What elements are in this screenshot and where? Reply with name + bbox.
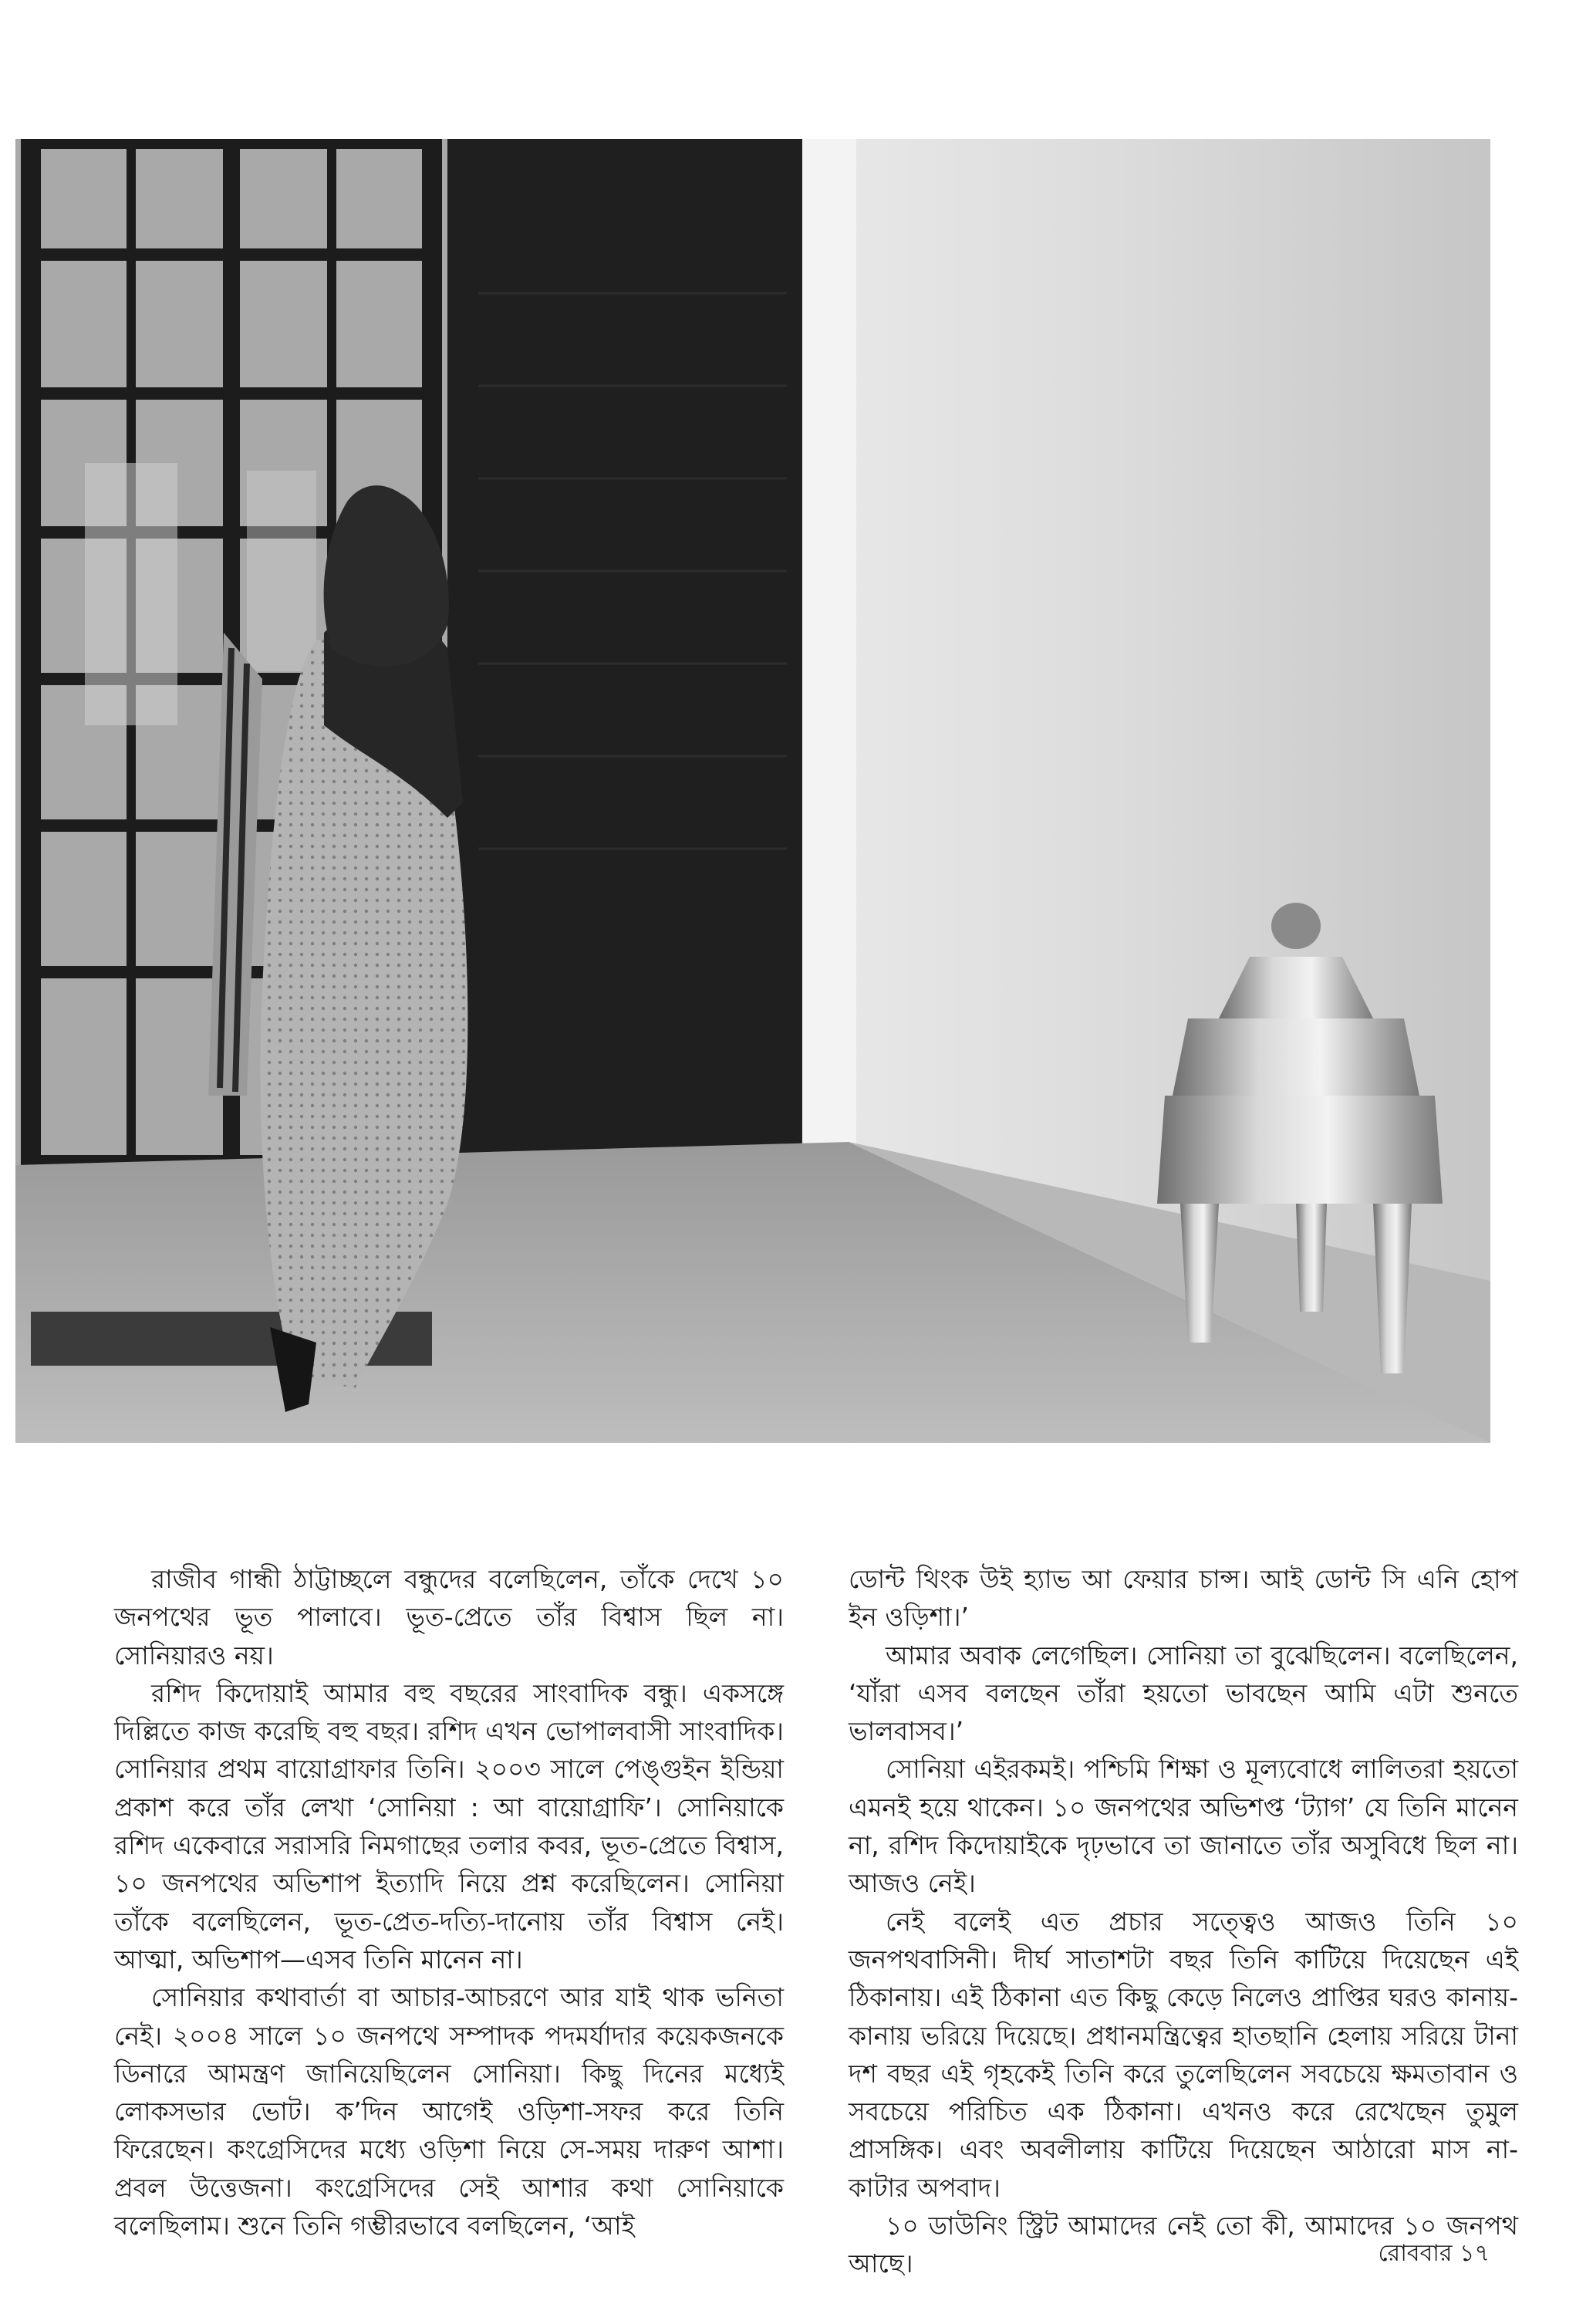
article-paragraph: সোনিয়া এইরকমই। পশ্চিমি শিক্ষা ও মূল্যবোধে লালিতরা হয়তো এমনই হয়ে থাকেন। ১০ জনপথের অভিশপ্ত ‘ট্যাগ’ যে তিনি মানেন না, রশিদ কিদোয়াইকে দৃঢ়ভাবে তা জানাতে তাঁর অসুবিধে ছিল না। আজও নেই। bbox=[849, 1754, 1518, 1899]
article-paragraph: রাজীব গান্ধী ঠাট্টাচ্ছলে বন্ধুদের বলেছিলেন, তাঁকে দেখে ১০ জনপথের ভূত পালাবে। ভূত-প্রেতে তাঁর বিশ্বাস ছিল না। সোনিয়ারও নয়। bbox=[114, 1564, 784, 1670]
page-folio: রোববার ১৭ bbox=[1378, 2240, 1490, 2267]
article-photograph bbox=[15, 139, 1490, 1443]
article-paragraph: সোনিয়ার কথাবার্তা বা আচার-আচরণে আর যাই থাক ভনিতা নেই। ২০০৪ সালে ১০ জনপথে সম্পাদক পদমর্যাদার কয়েকজনকে ডিনারে আমন্ত্রণ জানিয়েছিলেন সোনিয়া। কিছু দিনের মধ্যেই লোকসভার ভোট। ক’দিন আগেই ওড়িশা-সফর করে তিনি ফিরেছেন। কংগ্রেসিদের মধ্যে ওড়িশা নিয়ে সে-সময় দারুণ আশা। প্রবল উত্তেজনা। কংগ্রেসিদের সেই আশার কথা সোনিয়াকে বলেছিলাম। শুনে তিনি গম্ভীরভাবে বলছিলেন, ‘আই bbox=[114, 1982, 784, 2241]
article-column-left bbox=[114, 1560, 784, 2245]
article-paragraph-continued: ডোন্ট থিংক উই হ্যাভ আ ফেয়ার চান্স। আই ডোন্ট সি এনি হোপ ইন ওড়িশা।’ bbox=[849, 1564, 1518, 1633]
article-column-right bbox=[849, 1560, 1518, 2283]
article-paragraph: আমার অবাক লেগেছিল। সোনিয়া তা বুঝেছিলেন। বলেছিলেন, ‘যাঁরা এসব বলছেন তাঁরা হয়তো ভাবছেন আমি এটা শুনতে ভালবাসব।’ bbox=[849, 1640, 1518, 1747]
article-paragraph: নেই বলেই এত প্রচার সত্ত্বেও আজও তিনি ১০ জনপথবাসিনী। দীর্ঘ সাতাশটা বছর তিনি কাটিয়ে দিয়েছেন এই ঠিকানায়। এই ঠিকানা এত কিছু কেড়ে নিলেও প্রাপ্তির ঘরও কানায়-কানায় ভরিয়ে দিয়েছে। প্রধানমন্ত্রিত্বের হাতছানি হেলায় সরিয়ে টানা দশ বছর এই গৃহকেই তিনি করে তুলেছিলেন সবচেয়ে ক্ষমতাবান ও সবচেয়ে পরিচিত এক ঠিকানা। এখনও করে রেখেছেন তুমুল প্রাসঙ্গিক। এবং অবলীলায় কাটিয়ে দিয়েছেন আঠারো মাস না-কাটার অপবাদ। bbox=[849, 1906, 1518, 2203]
photograph-image bbox=[15, 139, 1490, 1443]
article-paragraph: রশিদ কিদোয়াই আমার বহু বছরের সাংবাদিক বন্ধু। একসঙ্গে দিল্লিতে কাজ করেছি বহু বছর। রশিদ এখন ভোপালবাসী সাংবাদিক। সোনিয়ার প্রথম বায়োগ্রাফার তিনি। ২০০৩ সালে পেঙ্গুইন ইন্ডিয়া প্রকাশ করে তাঁর লেখা ‘সোনিয়া : আ বায়োগ্রাফি’। সোনিয়াকে রশিদ একেবারে সরাসরি নিমগাছের তলার কবর, ভূত-প্রেতে বিশ্বাস, ১০ জনপথের অভিশাপ ইত্যাদি নিয়ে প্রশ্ন করেছিলেন। সোনিয়া তাঁকে বলেছিলেন, ভূত-প্রেত-দত্যি-দানোয় তাঁর বিশ্বাস নেই। আত্মা, অভিশাপ—এসব তিনি মানেন না। bbox=[114, 1677, 784, 1974]
article-paragraph: ১০ ডাউনিং স্ট্রিট আমাদের নেই তো কী, আমাদের ১০ জনপথ আছে। bbox=[849, 2211, 1518, 2279]
